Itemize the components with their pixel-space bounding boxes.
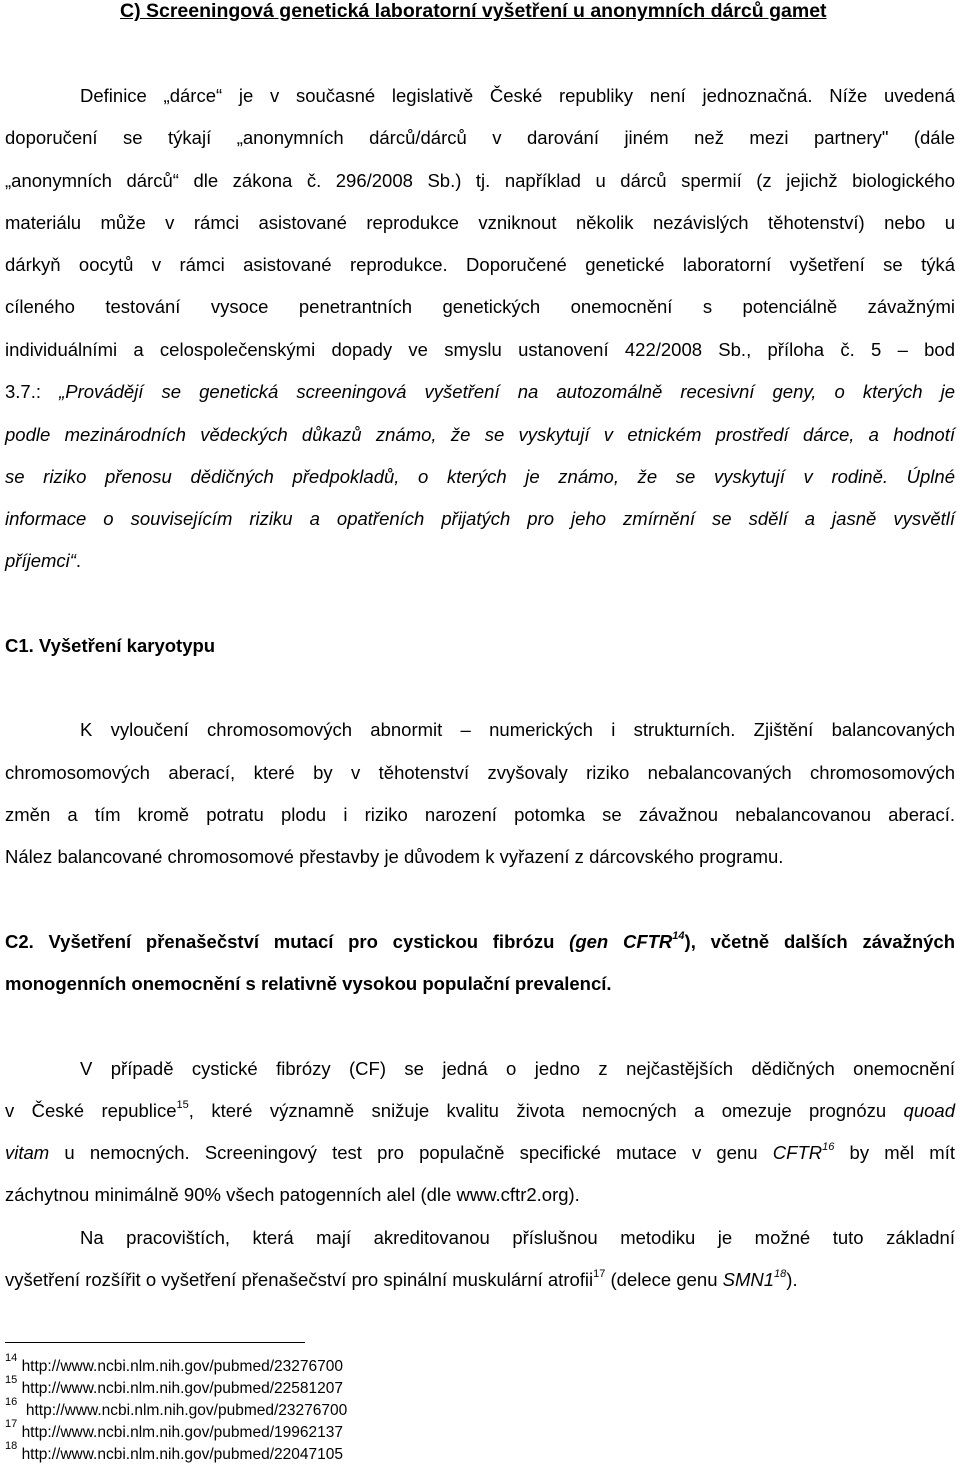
footnote-link[interactable]: http://www.ncbi.nlm.nih.gov/pubmed/19962137 — [21, 1424, 343, 1441]
c2-p1-line-4: záchytnou minimálně 90% všech patogenních alel (dle www.cftr2.org). — [5, 1184, 580, 1205]
c2-title-text: C2. Vyšetření přenašečství mutací pro cystickou fibrózu — [5, 931, 570, 952]
footnote-ref-18: 18 — [774, 1267, 787, 1280]
c2-p1-text-b: , které významně snižuje kvalitu života nemocných a omezuje prognózu — [188, 1100, 904, 1121]
c1-line-1: K vyloučení chromosomových abnormit – numerických i strukturních. Zjištění balancovaných — [80, 719, 955, 740]
footnote-number: 18 — [5, 1439, 18, 1452]
footnote-link[interactable]: http://www.ncbi.nlm.nih.gov/pubmed/22047105 — [21, 1446, 343, 1463]
footnote-link[interactable]: http://www.ncbi.nlm.nih.gov/pubmed/23276700 — [21, 1358, 343, 1375]
intro-line-3: „anonymních dárců“ dle zákona č. 296/2008 Sb.) tj. například u dárců spermií (z jejichž biologického — [5, 170, 955, 191]
footnote-number: 15 — [5, 1373, 18, 1386]
c2-p1-line-3 — [5, 1141, 955, 1165]
footnote-separator — [5, 1342, 305, 1343]
intro-line-7: individuálními a celospolečenskými dopady ve smyslu ustanovení 422/2008 Sb., příloha č. 5 – bod — [5, 339, 955, 360]
footnote-16 — [5, 1395, 348, 1421]
c2-p1-gene: CFTR — [772, 1142, 823, 1163]
c1-line-4: Nález balancované chromosomové přestavby je důvodem k vyřazení z dárcovského programu. — [5, 846, 784, 867]
intro-line-1: Definice „dárce“ je v současné legislativě České republiky není jednoznačná. Níže uvedená — [80, 85, 955, 106]
footnote-ref-16: 16 — [822, 1140, 835, 1153]
footnote-number: 16 — [5, 1395, 18, 1408]
intro-ref: 3.7.: — [5, 381, 60, 402]
footnote-number: 17 — [5, 1417, 18, 1430]
intro-line-9: podle mezinárodních vědeckých důkazů známo, že se vyskytují v etnickém prostředí dárce, a hodnotí — [5, 424, 955, 445]
c2-p1-latin: quoad — [903, 1100, 955, 1121]
footnote-number: 14 — [5, 1351, 18, 1364]
c1-title: C1. Vyšetření karyotypu — [5, 635, 216, 656]
footnote-ref-14: 14 — [672, 929, 685, 942]
c2-p2-line-1: Na pracovištích, která mají akreditovanou příslušnou metodiku je možné tuto základní — [80, 1227, 955, 1248]
intro-quote-end: příjemci“ — [5, 550, 76, 571]
footnote-15 — [5, 1373, 343, 1399]
intro-line-6: cíleného testování vysoce penetrantních genetických onemocnění s potenciálně závažnými — [5, 296, 955, 317]
intro-quote: „Provádějí se genetická screeningová vyšetření na autozomálně recesivní geny, o kterých je — [59, 381, 955, 402]
footnote-link[interactable]: http://www.ncbi.nlm.nih.gov/pubmed/23276700 — [21, 1402, 348, 1419]
c1-line-3: změn a tím kromě potratu plodu i riziko narození potomka se závažnou nebalancovanou aberací. — [5, 804, 955, 825]
intro-line-10: se riziko přenosu dědičných předpokladů, o kterých je známo, že se vyskytují v rodině. Úplné — [5, 466, 955, 487]
c2-p1-line-2 — [5, 1099, 955, 1123]
intro-line-12 — [5, 549, 955, 573]
c2-p1-line-1: V případě cystické fibrózy (CF) se jedná o jedno z nejčastějších dědičných onemocnění — [80, 1058, 955, 1079]
footnote-link[interactable]: http://www.ncbi.nlm.nih.gov/pubmed/22581207 — [21, 1380, 343, 1397]
c2-p1-text-a: v České republice — [5, 1100, 177, 1121]
c2-p1-text-d: by měl mít — [834, 1142, 955, 1163]
intro-line-11: informace o souvisejícím riziku a opatřeních přijatých pro jeho zmírnění se sdělí a jasně vysvětlí — [5, 508, 955, 529]
c2-title-line-1 — [5, 930, 955, 954]
c1-line-2: chromosomových aberací, které by v těhotenství zvyšovaly riziko nebalancovaných chromosomových — [5, 762, 955, 783]
section-heading: C) Screeningová genetická laboratorní vyšetření u anonymních dárců gamet — [120, 0, 827, 22]
intro-line-2: doporučení se týkají „anonymních dárců/dárců v darování jiném než mezi partnery" (dále — [5, 127, 955, 148]
c2-p2-text-b: (delece genu — [605, 1269, 723, 1290]
c2-p1-text-c: u nemocných. Screeningový test pro populačně specifické mutace v genu — [49, 1142, 773, 1163]
intro-line-4: materiálu může v rámci asistované reprodukce vzniknout několik nezávislých těhotenství) nebo u — [5, 212, 955, 233]
c2-p2-line-2 — [5, 1268, 955, 1292]
intro-line-8 — [5, 380, 955, 404]
c2-title-rest: ), včetně dalších závažných — [684, 931, 955, 952]
footnote-ref-15: 15 — [176, 1098, 189, 1111]
c2-gene: (gen CFTR — [569, 931, 673, 952]
intro-period: . — [75, 550, 82, 571]
intro-line-5: dárkyň oocytů v rámci asistované reprodukce. Doporučené genetické laboratorní vyšetření se týká — [5, 254, 955, 275]
footnote-ref-17: 17 — [593, 1267, 606, 1280]
footnote-18 — [5, 1439, 343, 1465]
c2-p2-text-c: ). — [786, 1269, 798, 1290]
c2-p2-gene: SMN1 — [722, 1269, 775, 1290]
c2-title-line-2: monogenních onemocnění s relativně vysokou populační prevalencí. — [5, 973, 612, 994]
c2-p1-latin-2: vitam — [5, 1142, 50, 1163]
footnote-17 — [5, 1417, 343, 1443]
footnote-14 — [5, 1351, 343, 1377]
c2-p2-text-a: vyšetření rozšířit o vyšetření přenašečství pro spinální muskulární atrofii — [5, 1269, 594, 1290]
